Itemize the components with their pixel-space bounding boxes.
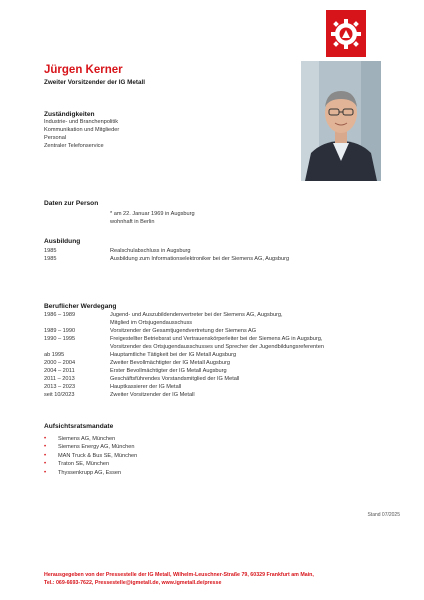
bullet-icon: • bbox=[44, 436, 47, 442]
text-cell: Zweiter Bevollmächtigter der IG Metall Augsburg bbox=[110, 360, 231, 366]
text-cell: Zweiter Vorsitzender der IG Metall bbox=[110, 392, 195, 398]
text-cell: Realschulabschluss in Augsburg bbox=[110, 248, 191, 254]
year-cell: seit 10/2023 bbox=[44, 392, 75, 398]
text-cell: Hauptkassierer der IG Metall bbox=[110, 384, 182, 390]
table-row bbox=[0, 256, 380, 264]
year-cell: 2011 – 2013 bbox=[44, 376, 75, 382]
section-title-person: Daten zur Person bbox=[44, 200, 99, 207]
year-cell: 1990 – 1995 bbox=[44, 336, 76, 342]
footer-line-contact: Tel.: 069-6693-7622, Pressestelle@igmetall.de, www.igmetall.de/presse bbox=[44, 580, 222, 586]
section-title-mandate: Aufsichtsratsmandate bbox=[44, 423, 114, 430]
text-cell: Mitglied im Ortsjugendausschuss bbox=[110, 320, 193, 326]
portrait-photo bbox=[301, 61, 381, 181]
year-cell: ab 1995 bbox=[44, 352, 65, 358]
person-data bbox=[110, 211, 195, 227]
residence-line: wohnhaft in Berlin bbox=[110, 218, 155, 225]
year-cell: 1985 bbox=[44, 248, 57, 254]
list-item: Kommunikation und Mitglieder bbox=[44, 126, 120, 133]
person-subtitle: Zweiter Vorsitzender der IG Metall bbox=[44, 79, 146, 86]
table-row bbox=[0, 376, 380, 384]
table-row bbox=[0, 360, 380, 368]
list-item: Zentraler Telefonservice bbox=[44, 142, 104, 149]
text-cell: Jugend- und Auszubildendenvertreter bei der Siemens AG, Augsburg, bbox=[110, 312, 283, 318]
document-date: Stand 07/2025 bbox=[367, 512, 400, 518]
section-title-ausbildung: Ausbildung bbox=[44, 238, 81, 245]
bullet-icon: • bbox=[44, 452, 47, 459]
year-cell: 1985 bbox=[44, 256, 57, 262]
table-row bbox=[0, 248, 380, 256]
bullet-icon: • bbox=[44, 461, 47, 468]
year-cell: 1989 – 1990 bbox=[44, 328, 76, 334]
text-cell: Hauptamtliche Tätigkeit bei der IG Metall Augsburg bbox=[110, 352, 237, 358]
text-cell: Freigestellter Betriebsrat und Vertrauenskörperleiter bei der Siemens AG in Augsburg, bbox=[110, 336, 323, 342]
birth-line: * am 22. Januar 1969 in Augsburg bbox=[110, 211, 195, 217]
text-cell: Geschäftsführendes Vorstandsmitglied der IG Metall bbox=[110, 376, 240, 382]
bullet-icon: • bbox=[44, 444, 47, 451]
section-title-werdegang: Beruflicher Werdegang bbox=[44, 303, 117, 310]
year-cell: 1986 – 1989 bbox=[44, 312, 76, 318]
text-cell: Ausbildung zum Informationselektroniker bei der Siemens AG, Augsburg bbox=[110, 256, 290, 262]
table-row bbox=[0, 312, 380, 320]
zustaendigkeiten-list bbox=[44, 119, 119, 151]
table-row bbox=[0, 392, 380, 400]
table-row bbox=[0, 336, 380, 344]
text-cell: Erster Bevollmächtigter der IG Metall Augsburg bbox=[110, 368, 227, 374]
table-row bbox=[0, 344, 380, 352]
list-item: Industrie- und Branchenpolitik bbox=[44, 119, 119, 125]
table-row bbox=[0, 384, 380, 392]
year-cell: 2004 – 2011 bbox=[44, 368, 75, 374]
table-row bbox=[0, 352, 380, 360]
year-cell: 2013 – 2023 bbox=[44, 384, 76, 390]
section-title-zustaendigkeiten: Zuständigkeiten bbox=[44, 111, 95, 118]
ig-metall-logo bbox=[326, 10, 366, 57]
table-row bbox=[0, 368, 380, 376]
list-item: Personal bbox=[44, 134, 67, 141]
table-row bbox=[0, 328, 380, 336]
footer-line-address: Herausgegeben von der Pressestelle der IG Metall, Wilhelm-Leuschner-Straße 79, 60329 Frankfurt am Main, bbox=[44, 572, 314, 578]
text-cell: Vorsitzender der Gesamtjugendvertretung der Siemens AG bbox=[110, 328, 257, 334]
footer bbox=[44, 571, 384, 587]
text-cell: Vorsitzender des Ortsjugendausschusses und Sprecher der Jugendbildungsreferenten bbox=[110, 344, 324, 350]
bullet-icon: • bbox=[44, 469, 47, 476]
table-row bbox=[0, 320, 380, 328]
person-name: Jürgen Kerner bbox=[44, 64, 123, 76]
year-cell: 2000 – 2004 bbox=[44, 360, 76, 366]
